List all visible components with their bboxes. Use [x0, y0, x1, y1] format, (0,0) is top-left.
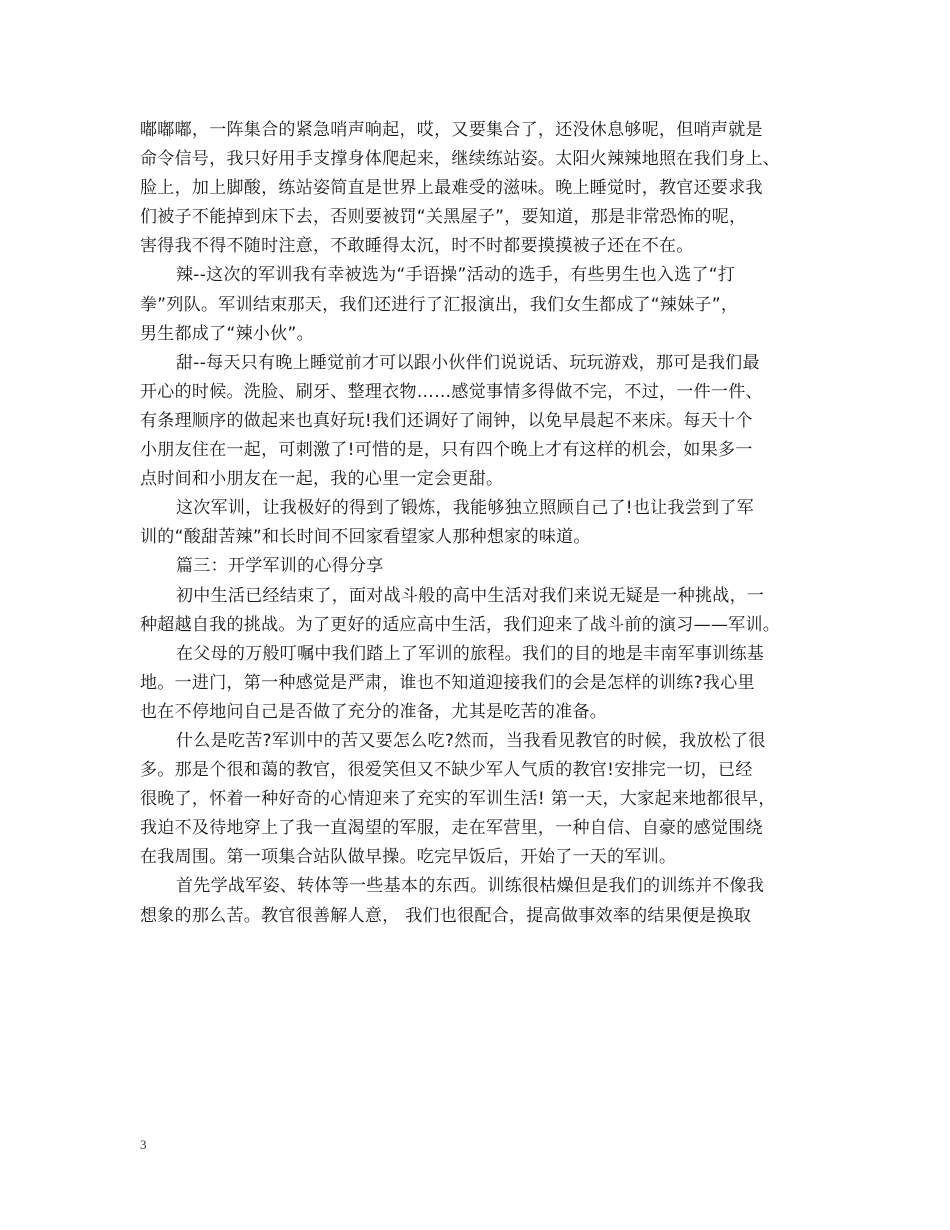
text-line: 嘟嘟嘟，一阵集合的紧急哨声响起，哎，又要集合了，还没休息够呢，但哨声就是	[140, 120, 763, 140]
text-line: 有条理顺序的做起来也真好玩!我们还调好了闹钟，以免早晨起不来床。每天十个	[140, 410, 753, 431]
text-line: 想象的那么苦。教官很善解人意， 我们也很配合，提高做事效率的结果便是换取	[140, 905, 752, 926]
text-line: 训的“酸甜苦辣”和长时间不回家看望家人那种想家的味道。	[140, 527, 591, 548]
text-line: 地。一进门，第一种感觉是严肃，谁也不知道迎接我们的会是怎样的训练?我心里	[140, 672, 755, 693]
text-line: 们被子不能掉到床下去，否则要被罚“关黑屋子”，要知道，那是非常恐怖的呢，	[140, 207, 747, 228]
text-line: 脸上，加上脚酸，练站姿简直是世界上最难受的滋味。晚上睡觉时，教官还要求我	[140, 178, 763, 199]
document-body	[140, 116, 820, 931]
text-line: 什么是吃苦?军训中的苦又要怎么吃?然而，当我看见教官的时候，我放松了很	[176, 730, 766, 751]
section-heading: 篇三：开学军训的心得分享	[176, 556, 384, 577]
text-line: 初中生活已经结束了，面对战斗般的高中生活对我们来说无疑是一种挑战，一	[176, 585, 765, 606]
text-line: 这次军训，让我极好的得到了锻炼，我能够独立照顾自己了!也让我尝到了军	[176, 498, 755, 519]
text-line: 多。那是个很和蔼的教官，很爱笑但又不缺少军人气质的教官!安排完一切，已经	[140, 760, 753, 781]
text-line: 男生都成了“辣小伙”。	[140, 323, 314, 344]
text-line: 种超越自我的挑战。为了更好的适应高中生活，我们迎来了战斗前的演习——军训。	[140, 614, 781, 635]
text-line: 首先学战军姿、转体等一些基本的东西。训练很枯燥但是我们的训练并不像我	[176, 876, 765, 897]
text-line: 小朋友住在一起，可刺激了!可惜的是，只有四个晚上才有这样的机会，如果多一	[140, 440, 753, 461]
text-line: 点时间和小朋友在一起，我的心里一定会更甜。	[140, 469, 504, 490]
text-line: 甜--每天只有晚上睡觉前才可以跟小伙伴们说说话、玩玩游戏，那可是我们最	[176, 352, 760, 373]
text-line: 在父母的万般叮嘱中我们踏上了军训的旅程。我们的目的地是丰南军事训练基	[176, 643, 765, 664]
text-line: 拳”列队。军训结束那天，我们还进行了汇报演出，我们女生都成了“辣妹子”，	[140, 294, 739, 315]
text-line: 我迫不及待地穿上了我一直渴望的军服，走在军营里，一种自信、自豪的感觉围绕	[140, 818, 763, 839]
text-line: 害得我不得不随时注意，不敢睡得太沉，时不时都要摸摸被子还在不在。	[140, 236, 694, 257]
text-line: 开心的时候。洗脸、刷牙、整理衣物……感觉事情多得做不完，不过，一件一件、	[140, 381, 763, 402]
text-line: 很晚了，怀着一种好奇的心情迎来了充实的军训生活! 第一天，大家起来地都很早，	[140, 789, 776, 810]
text-line: 也在不停地问自己是否做了充分的准备，尤其是吃苦的准备。	[140, 701, 608, 722]
text-line: 辣--这次的军训我有幸被选为“手语操”活动的选手，有些男生也入选了“打	[176, 265, 736, 286]
page-number: 3	[140, 1137, 147, 1152]
text-line: 在我周围。第一项集合站队做早操。吃完早饭后，开始了一天的军训。	[140, 847, 677, 868]
text-line: 命令信号，我只好用手支撑身体爬起来，继续练站姿。太阳火辣辣地照在我们身上、	[140, 149, 781, 170]
